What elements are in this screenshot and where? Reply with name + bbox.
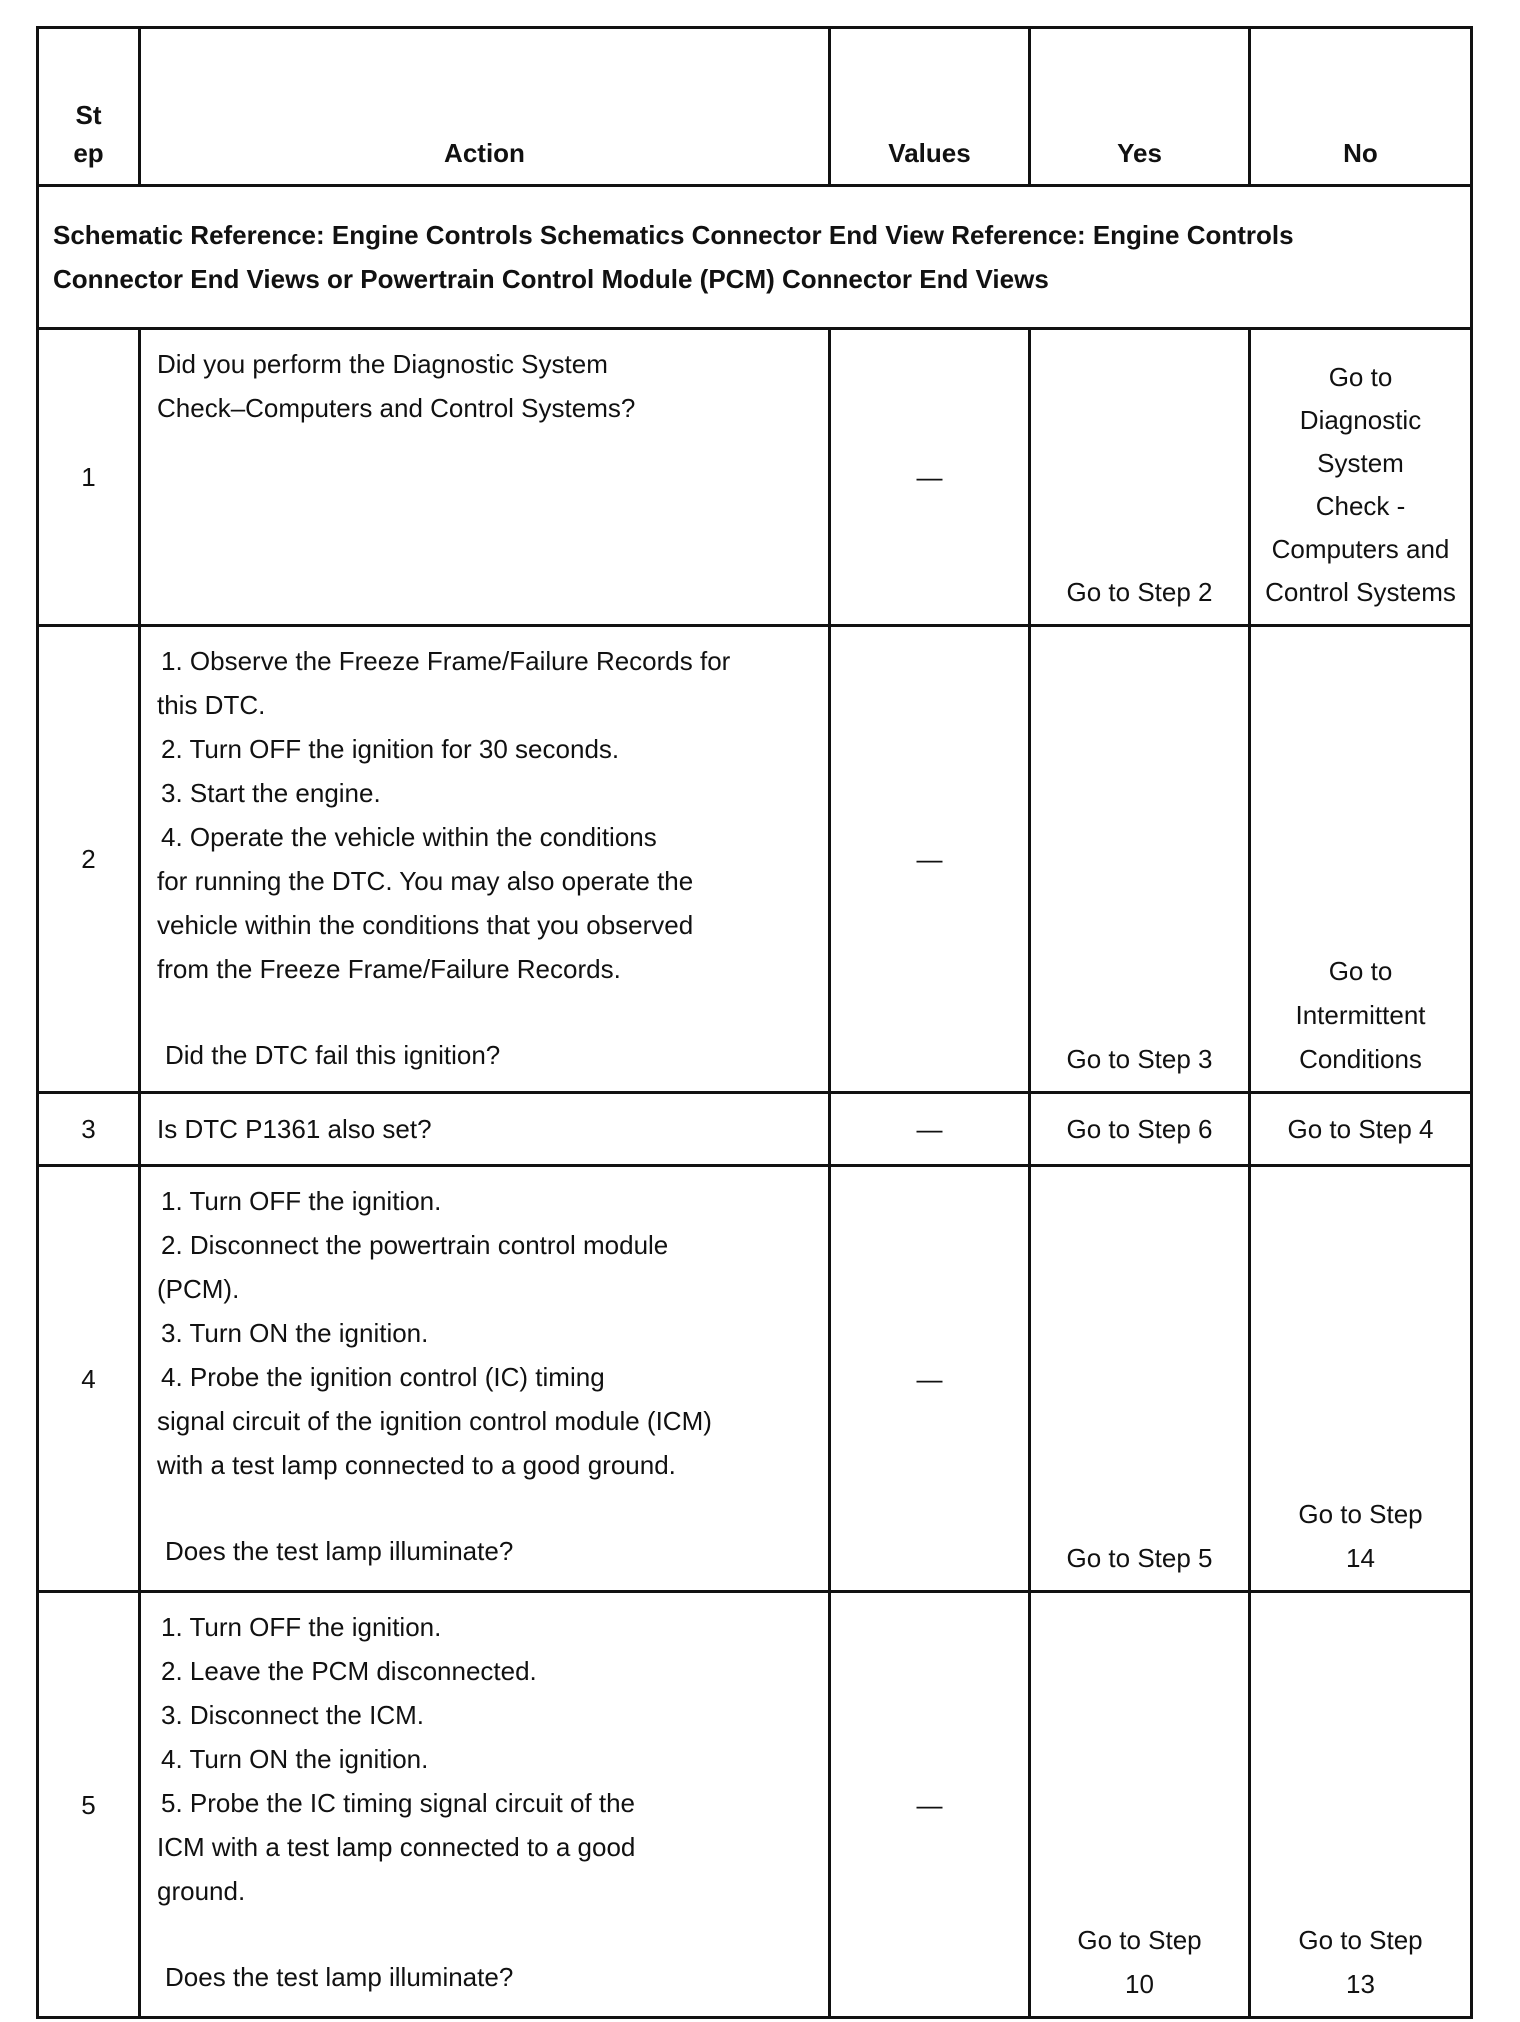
action-cell [140, 329, 830, 626]
table-row [38, 329, 1472, 626]
action-line: 3. Disconnect the ICM. [161, 1700, 424, 1730]
no-link[interactable]: Go to Step 4 [1287, 1114, 1434, 1144]
table-row [38, 626, 1472, 1093]
action-line: 2. Disconnect the powertrain control module [161, 1230, 669, 1260]
no-cell [1250, 1093, 1472, 1166]
no-link[interactable]: 13 [1346, 1969, 1375, 1999]
no-link[interactable]: System [1317, 448, 1404, 478]
no-link[interactable]: Computers and [1271, 534, 1450, 564]
values-cell: — [830, 1166, 1030, 1592]
action-line: Check–Computers and Control Systems? [157, 393, 636, 423]
action-line: 3. Turn ON the ignition. [161, 1318, 429, 1348]
no-cell [1250, 329, 1472, 626]
action-line: ICM with a test lamp connected to a good [157, 1832, 636, 1862]
values-cell: — [830, 1592, 1030, 2018]
header-row [38, 28, 1472, 186]
action-line: 4. Turn ON the ignition. [161, 1744, 429, 1774]
action-line: Did you perform the Diagnostic System [157, 349, 608, 379]
action-line: 3. Start the engine. [161, 778, 381, 808]
action-line: ground. [157, 1876, 246, 1906]
action-line: 4. Operate the vehicle within the conditions [161, 822, 657, 852]
yes-cell [1030, 1592, 1250, 2018]
action-question: Did the DTC fail this ignition? [165, 1040, 501, 1070]
action-line: 5. Probe the IC timing signal circuit of the [161, 1788, 636, 1818]
yes-cell [1030, 1093, 1250, 1166]
action-line: 1. Turn OFF the ignition. [161, 1612, 442, 1642]
header-action: Action [140, 28, 830, 186]
header-no: No [1250, 28, 1472, 186]
action-line: 2. Leave the PCM disconnected. [161, 1656, 537, 1686]
values-cell: — [830, 1093, 1030, 1166]
yes-cell [1030, 1166, 1250, 1592]
step-number: 3 [38, 1093, 140, 1166]
action-line: (PCM). [157, 1274, 240, 1304]
action-question: Does the test lamp illuminate? [165, 1536, 514, 1566]
yes-cell [1030, 329, 1250, 626]
schematic-reference [38, 186, 1472, 329]
yes-link[interactable]: Go to Step 6 [1066, 1114, 1213, 1144]
action-line: 1. Observe the Freeze Frame/Failure Records for [161, 646, 731, 676]
no-link[interactable]: Conditions [1299, 1044, 1422, 1074]
step-number: 1 [38, 329, 140, 626]
reference-line-1: Schematic Reference: Engine Controls Schematics Connector End View Reference: Engine Controls [53, 220, 1294, 250]
action-cell [140, 1093, 830, 1166]
no-cell [1250, 1166, 1472, 1592]
action-question: Does the test lamp illuminate? [165, 1962, 514, 1992]
no-link[interactable]: 14 [1346, 1543, 1375, 1573]
header-yes: Yes [1030, 28, 1250, 186]
no-cell [1250, 626, 1472, 1093]
table-row [38, 1093, 1472, 1166]
header-step: St ep [38, 28, 140, 186]
no-link[interactable]: Go to Step [1298, 1925, 1423, 1955]
no-cell [1250, 1592, 1472, 2018]
values-cell: — [830, 626, 1030, 1093]
diagnostic-table [36, 26, 1473, 2019]
action-cell [140, 1592, 830, 2018]
action-cell [140, 626, 830, 1093]
step-number: 5 [38, 1592, 140, 2018]
yes-link[interactable]: 10 [1125, 1969, 1154, 1999]
reference-line-2: Connector End Views or Powertrain Control Module (PCM) Connector End Views [53, 264, 1049, 294]
action-line: 2. Turn OFF the ignition for 30 seconds. [161, 734, 620, 764]
no-link[interactable]: Go to Step [1298, 1499, 1423, 1529]
yes-link[interactable]: Go to Step 2 [1066, 577, 1213, 607]
no-link[interactable]: Intermittent [1295, 1000, 1426, 1030]
action-line: vehicle within the conditions that you observed [157, 910, 694, 940]
action-line: this DTC. [157, 690, 266, 720]
reference-row [38, 186, 1472, 329]
action-line: with a test lamp connected to a good ground. [157, 1450, 676, 1480]
no-link[interactable]: Go to [1328, 956, 1393, 986]
action-cell [140, 1166, 830, 1592]
action-question: Is DTC P1361 also set? [157, 1114, 432, 1144]
table-row [38, 1166, 1472, 1592]
step-number: 4 [38, 1166, 140, 1592]
action-line: 4. Probe the ignition control (IC) timing [161, 1362, 605, 1392]
no-link[interactable]: Go to [1328, 362, 1393, 392]
action-line: from the Freeze Frame/Failure Records. [157, 954, 621, 984]
yes-link[interactable]: Go to Step 5 [1066, 1543, 1213, 1573]
no-link[interactable]: Check - [1315, 491, 1406, 521]
values-cell: — [830, 329, 1030, 626]
yes-link[interactable]: Go to Step 3 [1066, 1044, 1213, 1074]
table-row [38, 1592, 1472, 2018]
yes-link[interactable]: Go to Step [1077, 1925, 1202, 1955]
no-link[interactable]: Diagnostic [1299, 405, 1422, 435]
yes-cell [1030, 626, 1250, 1093]
action-line: 1. Turn OFF the ignition. [161, 1186, 442, 1216]
no-link[interactable]: Control Systems [1265, 577, 1456, 607]
action-line: signal circuit of the ignition control module (ICM) [157, 1406, 712, 1436]
step-number: 2 [38, 626, 140, 1093]
action-line: for running the DTC. You may also operate the [157, 866, 694, 896]
header-values: Values [830, 28, 1030, 186]
